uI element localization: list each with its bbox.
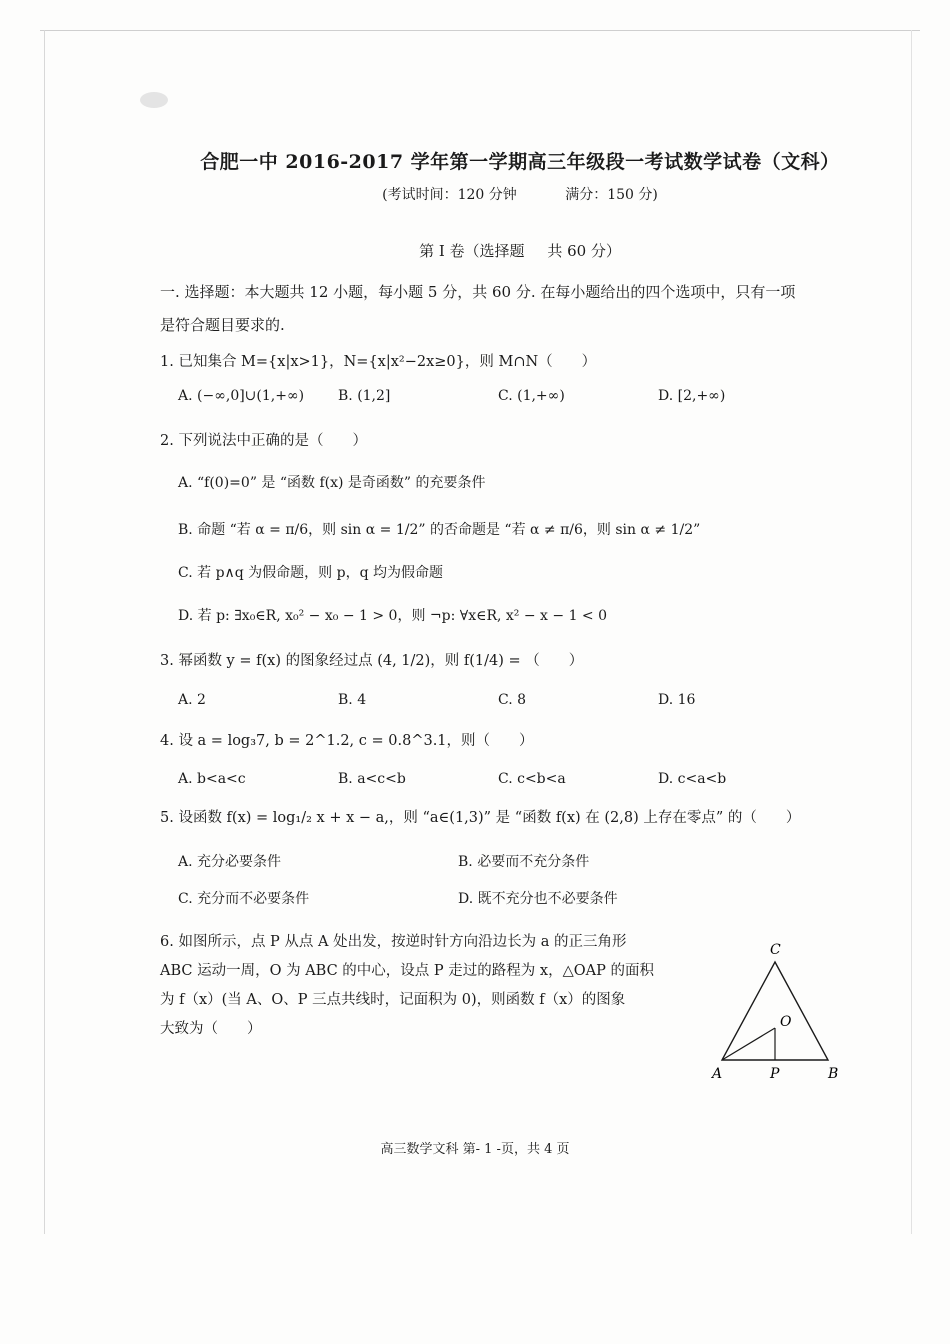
- option-a: A. (−∞,0]∪(1,+∞): [178, 387, 305, 404]
- label-p: P: [770, 1065, 780, 1082]
- exam-page: [160, 148, 880, 1092]
- label-c: C: [770, 941, 781, 958]
- scan-border-top: [40, 30, 920, 31]
- option-b: B. (1,2]: [338, 387, 391, 404]
- option-d: D. 若 p: ∃x₀∈R, x₀² − x₀ − 1 > 0，则 ¬p: ∀x∈R, x² − x − 1 < 0: [178, 607, 608, 624]
- option-a: A. b<a<c: [178, 771, 246, 787]
- stem-line: 为 f（x）(当 A、O、P 三点共线时，记面积为 0)，则函数 f（x）的图象: [160, 991, 626, 1008]
- option-c: C. c<b<a: [498, 771, 566, 787]
- full-score: 满分：150 分): [565, 186, 658, 203]
- section-heading: [160, 240, 880, 263]
- label-o: O: [780, 1013, 792, 1030]
- question-1: [160, 352, 880, 407]
- option-d: D. [2,+∞): [658, 387, 726, 404]
- label-a: A: [712, 1065, 723, 1082]
- option-a: A. 2: [178, 692, 206, 709]
- option-d: D. 16: [658, 692, 696, 709]
- part-one-heading-cont: 是符合题目要求的.: [160, 316, 285, 334]
- part-one-heading: 一. 选择题：本大题共 12 小题，每小题 5 分，共 60 分. 在每小题给出的四个选项中，只有一项: [160, 283, 796, 301]
- option-c: C. 充分而不必要条件: [178, 890, 310, 907]
- question-4: [160, 731, 880, 790]
- option-a: A. “f(0)=0” 是 “函数 f(x) 是奇函数” 的充要条件: [178, 474, 486, 491]
- stem-line: 6. 如图所示，点 P 从点 A 处出发，按逆时针方向沿边长为 a 的正三角形: [160, 933, 627, 950]
- section-label: 第 I 卷（选择题: [419, 241, 525, 260]
- question-6: [160, 928, 880, 1093]
- question-stem: 5. 设函数 f(x) = log₁/₂ x + x − a,，则 “a∈(1,3)” 是 “函数 f(x) 在 (2,8) 上存在零点” 的（ ）: [160, 810, 801, 826]
- part-one-instructions: [160, 276, 880, 342]
- question-stem: 3. 幂函数 y = f(x) 的图象经过点 (4, 1/2)，则 f(1/4) = （ ）: [160, 652, 584, 669]
- option-b: B. 必要而不充分条件: [458, 853, 590, 870]
- option-row: [160, 769, 880, 790]
- option-b: B. a<c<b: [338, 771, 406, 787]
- question-stem: 4. 设 a = log₃7, b = 2^1.2, c = 0.8^3.1，则（ ）: [160, 733, 534, 750]
- exam-title: 合肥一中 2016-2017 学年第一学期高三年级段一考试数学试卷（文科）: [200, 151, 840, 173]
- stem-line: 大致为（ ）: [160, 1020, 262, 1037]
- question-stem: 1. 已知集合 M={x|x>1}，N={x|x²−2x≥0}，则 M∩N（ ）: [160, 354, 597, 370]
- option-row: [160, 690, 880, 711]
- question-stem: [160, 928, 690, 1093]
- option-row: [160, 852, 880, 873]
- triangle-diagram: [710, 936, 850, 1086]
- option-row: [160, 386, 880, 407]
- option-row: [160, 889, 880, 910]
- scan-border-right: [911, 30, 912, 1234]
- option-c: C. 若 p∧q 为假命题，则 p，q 均为假命题: [178, 564, 444, 581]
- question-2: [160, 431, 880, 627]
- option-d: D. 既不充分也不必要条件: [458, 890, 618, 907]
- question-stem: 2. 下列说法中正确的是（ ）: [160, 432, 367, 449]
- exam-info: [160, 185, 880, 206]
- page-footer: 高三数学文科 第- 1 -页，共 4 页: [380, 1142, 570, 1157]
- option-b: B. 4: [338, 692, 367, 709]
- question-3: [160, 651, 880, 712]
- option-c: C. (1,+∞): [498, 387, 565, 404]
- triangle-figure: [710, 936, 860, 1093]
- stem-line: ABC 运动一周，O 为 ABC 的中心，设点 P 走过的路程为 x，△OAP 的面积: [160, 962, 654, 979]
- option-c: C. 8: [498, 692, 527, 709]
- scan-smudge: [140, 92, 168, 108]
- option-d: D. c<a<b: [658, 771, 727, 787]
- exam-time: (考试时间：120 分钟: [382, 186, 517, 203]
- option-a: A. 充分必要条件: [178, 853, 282, 870]
- section-points: 共 60 分）: [547, 241, 621, 260]
- question-5: [160, 808, 880, 910]
- scan-border-left: [44, 30, 45, 1234]
- option-b: B. 命题 “若 α = π/6，则 sin α = 1/2” 的否命题是 “若 α ≠ π/6，则 sin α ≠ 1/2”: [178, 521, 701, 538]
- label-b: B: [828, 1065, 839, 1082]
